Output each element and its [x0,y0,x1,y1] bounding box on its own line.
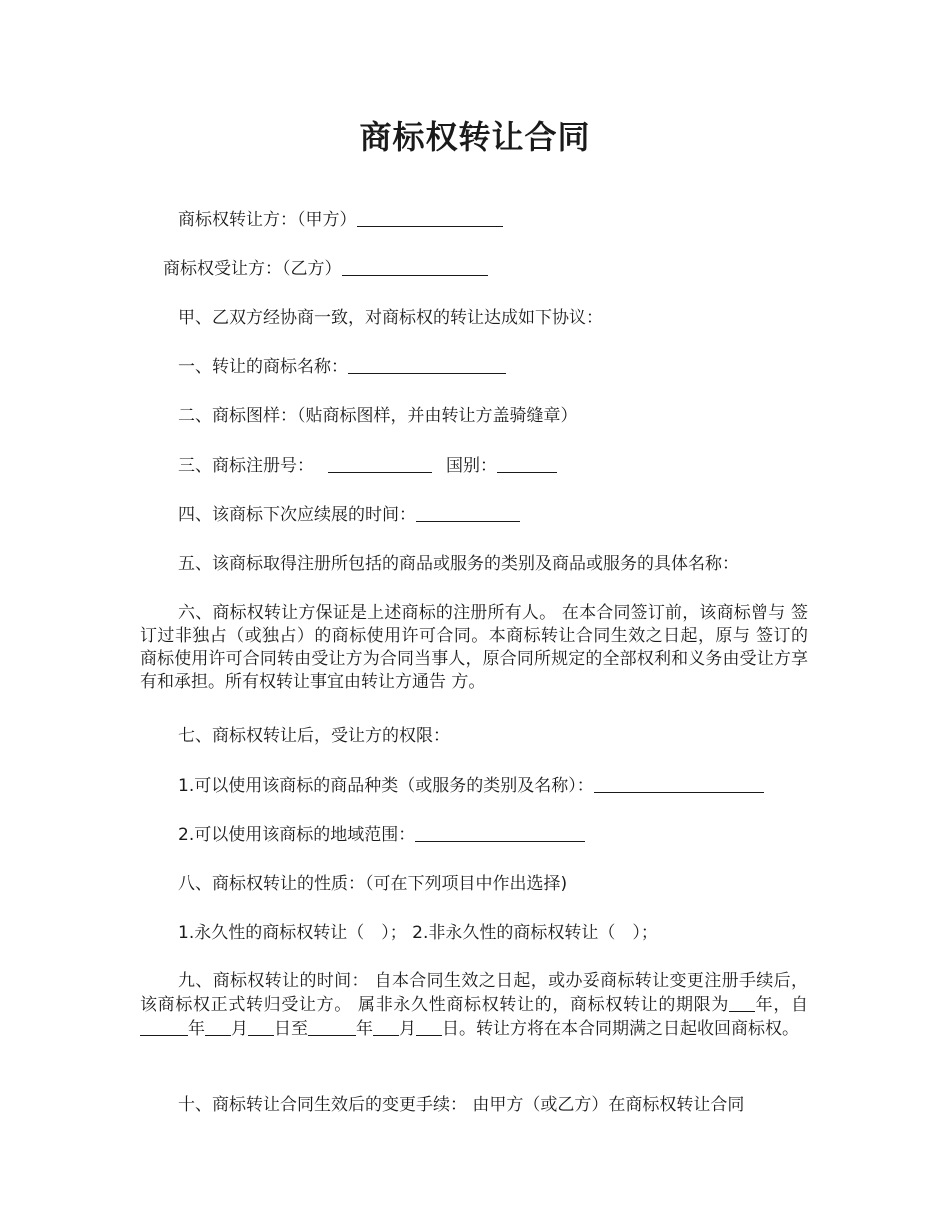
item9-day1: 日至 [274,1019,308,1039]
transferor-blank [357,208,503,227]
item8-options-line: 1.永久性的商标权转让（ ）； 2.非永久性的商标权转让（ ）； [178,923,658,943]
item9-paragraph [140,970,808,1041]
item4-line [178,502,520,528]
item3-line [178,453,557,479]
item9-start-month-blank [205,1017,231,1036]
item3-country-label: 国别： [446,456,497,476]
item9-years-blank [729,993,755,1012]
item1-label: 一、转让的商标名称： [178,357,348,377]
item9-tail: 日。转让方将在本合同期满之日起收回商标权。 [442,1019,799,1039]
document-title: 商标权转让合同 [359,118,591,156]
item4-blank [416,503,520,522]
item9-year2: 年 [188,1019,205,1039]
item7-2-label: 2.可以使用该商标的地域范围： [178,825,416,845]
transferor-line [178,207,503,233]
item9-text: 九、商标权转让的时间： 自本合同生效之日起，或办妥商标转让变更注册手续后，该商标权正式转归受让方。 属非永久性商标权转让的，商标权转让的期限为 [140,971,808,1015]
item3-label: 三、商标注册号： [178,456,314,476]
item8-line: 八、商标权转让的性质：（可在下列项目中作出选择) [178,874,568,894]
item7-2-blank [415,823,585,842]
item5-line: 五、该商标取得注册所包括的商品或服务的类别及商品或服务的具体名称： [178,554,739,574]
item9-month1: 月 [231,1019,248,1039]
item9-month2: 月 [399,1019,416,1039]
transferee-line [163,256,488,282]
item4-label: 四、该商标下次应续展的时间： [178,505,416,525]
item2-line: 二、商标图样：（贴商标图样，并由转让方盖骑缝章） [178,406,578,426]
item7-1-blank [594,774,764,793]
transferor-label: 商标权转让方：（甲方） [178,210,357,230]
item3-country-blank [497,454,557,473]
item9-end-day-blank [416,1017,442,1036]
item1-blank [348,355,506,374]
item7-1-line [178,773,764,799]
item7-2-line [178,822,585,848]
item1-line [178,354,506,380]
item9-end-year-blank [308,1017,356,1036]
item9-year3: 年 [356,1019,373,1039]
item9-start-year-blank [140,1017,188,1036]
item9-start-day-blank [248,1017,274,1036]
intro-line: 甲、乙双方经协商一致，对商标权的转让达成如下协议： [178,308,603,328]
item9-year1: 年，自 [755,995,809,1015]
item7-line: 七、商标权转让后，受让方的权限： [178,726,450,746]
transferee-blank [342,257,488,276]
item6-paragraph: 六、商标权转让方保证是上述商标的注册所有人。 在本合同签订前，该商标曾与 签订过非独占（或独占）的商标使用许可合同。本商标转让合同生效之日起，原与 签订的商标使用许可合同转由受让方为合同当事人，原合同所规定的全部权利和义务由受让方享有和承担。所有权转让事宜由转让方通告 方。 [140,603,808,692]
item10-line: 十、商标转让合同生效后的变更手续： 由甲方（或乙方）在商标权转让合同 [178,1095,745,1115]
item7-1-label: 1.可以使用该商标的商品种类（或服务的类别及名称）： [178,776,594,796]
item3-reg-blank [328,454,432,473]
transferee-label: 商标权受让方：（乙方） [163,259,342,279]
item9-end-month-blank [373,1017,399,1036]
